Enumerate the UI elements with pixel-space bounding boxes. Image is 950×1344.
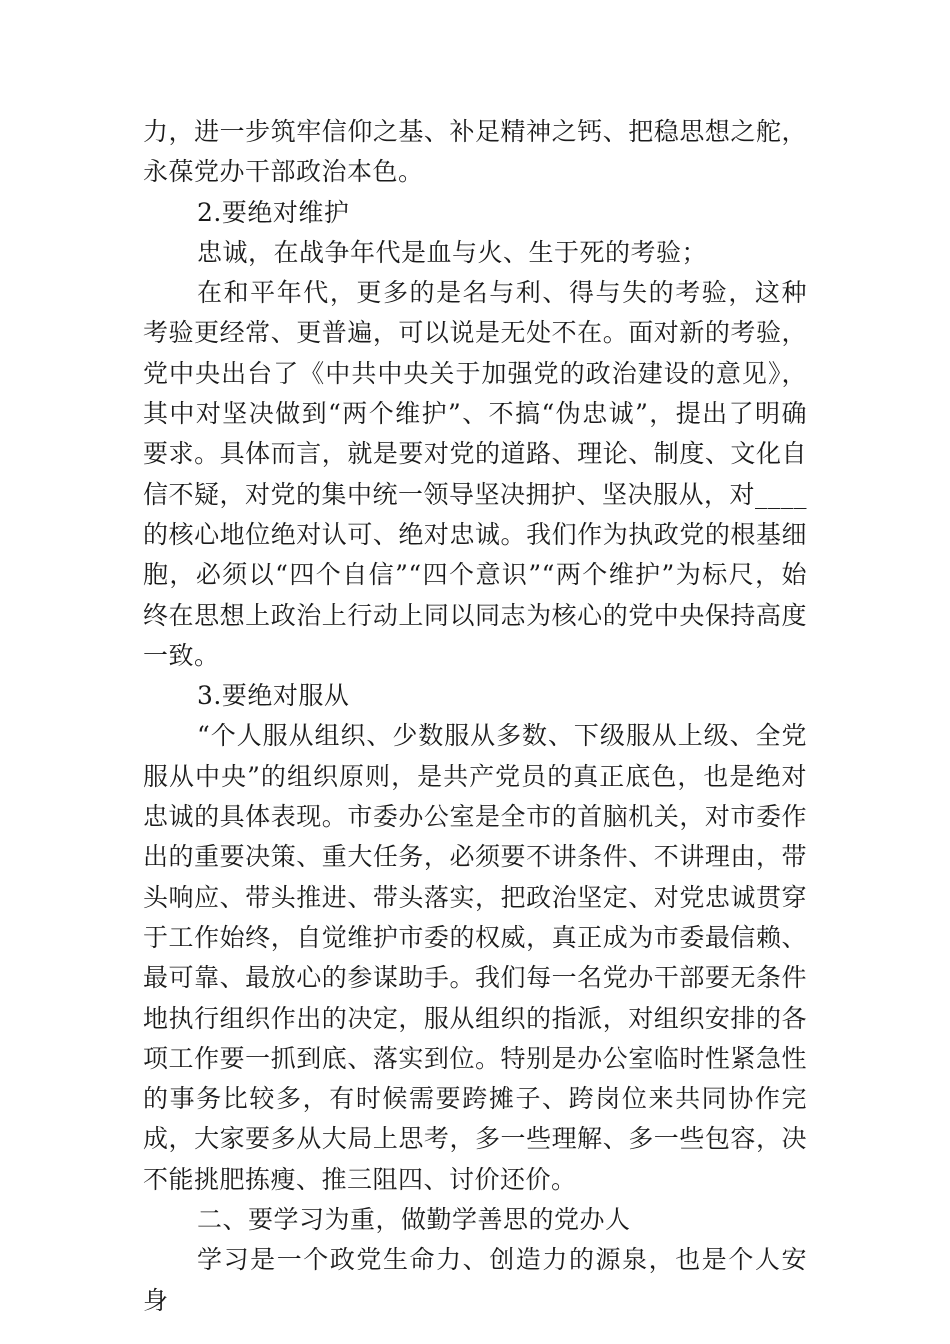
paragraph: 在和平年代，更多的是名与利、得与失的考验，这种考验更经常、更普遍，可以说是无处不在。面对新的考验，党中央出台了《中共中央关于加强党的政治建设的意见》，其中对坚决做到“两个维护”、不搞“伪忠诚”，提出了明确要求。具体而言，就是要对党的道路、理论、制度、文化自信不疑，对党的集中统一领导坚决拥护、坚决服从，对____的核心地位绝对认可、绝对忠诚。我们作为执政党的根基细胞，必须以“四个自信”“四个意识”“两个维护”为标尺，始终在思想上政治上行动上同以同志为核心的党中央保持高度一致。 <box>143 278 808 670</box>
paragraph: “个人服从组织、少数服从多数、下级服从上级、全党服从中央”的组织原则，是共产党员的真正底色，也是绝对忠诚的具体表现。市委办公室是全市的首脑机关，对市委作出的重要决策、重大任务，必须要不讲条件、不讲理由，带头响应、带头推进、带头落实，把政治坚定、对党忠诚贯穿于工作始终，自觉维护市委的权威，真正成为市委最信赖、最可靠、最放心的参谋助手。我们每一名党办干部要无条件地执行组织作出的决定，服从组织的指派，对组织安排的各项工作要一抓到底、落实到位。特别是办公室临时性紧急性的事务比较多，有时候需要跨摊子、跨岗位来共同协作完成，大家要多从大局上思考，多一些理解、多一些包容，决不能挑肥拣瘦、推三阻四、讨价还价。 <box>143 721 807 1194</box>
paragraph: 力，进一步筑牢信仰之基、补足精神之钙、把稳思想之舵，永葆党办干部政治本色。 <box>143 117 807 187</box>
section-heading: 3.要绝对服从 <box>197 681 350 711</box>
paragraph: 忠诚，在战争年代是血与火、生于死的考验； <box>197 237 708 267</box>
document-body <box>143 112 807 1321</box>
chapter-heading: 二、要学习为重，做勤学善思的党办人 <box>197 1205 631 1235</box>
paragraph: 学习是一个政党生命力、创造力的源泉，也是个人安身 <box>143 1245 807 1315</box>
section-heading: 2.要绝对维护 <box>197 197 350 227</box>
